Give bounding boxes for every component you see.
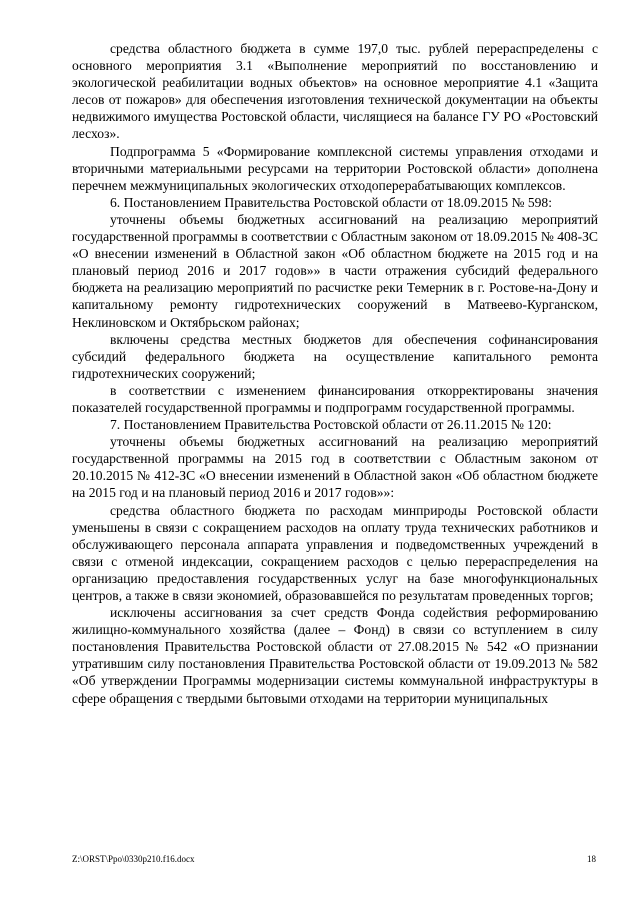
paragraph-8: уточнены объемы бюджетных ассигнований на реализацию мероприятий государственной программы на 2015 год в соответствии с Областным законом от 20.10.2015 № 412-ЗС «О внесении изменений в Областной закон «Об областном бюджете на 2015 год и на плановый период 2016 и 2017 годов»»: [72,434,598,501]
footer-page-number: 18 [587,854,596,864]
paragraph-4: уточнены объемы бюджетных ассигнований на реализацию мероприятий государственной программы в соответствии с Областным законом от 18.09.2015 № 408-ЗС «О внесении изменений в Областной закон «Об областном бюджете на 2015 год и на плановый период 2016 и 2017 годов»» в части отражения субсидий федерального бюджета на реализацию мероприятий по расчистке реки Темерник в г. Ростове-на-Дону и капитальному ремонту гидротехнических сооружений в Матвеево-Курганском, Неклиновском и Октябрьском районах; [72,211,598,330]
paragraph-9: средства областного бюджета по расходам минприроды Ростовской области уменьшены в связи с сокращением расходов на оплату труда технических работников и обслуживающего персонала аппарата управления и подведомственных учреждений в связи с отменой индексации, сокращением расходов с целью перераспределения на организацию предоставления государственных услуг на базе многофункциональных центров, а также в связи экономией, образовавшейся по результатам проведенных торгов; [72,502,598,603]
paragraph-2: Подпрограмма 5 «Формирование комплексной системы управления отходами и вторичными материальными ресурсами на территории Ростовской области» дополнена перечнем межмуниципальных экологических отходоперерабатывающих комплексов. [72,143,598,193]
paragraph-10: исключены ассигнования за счет средств Фонда содействия реформированию жилищно-коммунального хозяйства (далее – Фонд) в связи со вступлением в силу постановления Правительства Ростовской области от 27.08.2015 № 542 «О признании утратившим силу постановления Правительства Ростовской области от 19.09.2013 № 582 «Об утверждении Программы модернизации системы коммунальной инфраструктуры в сфере обращения с твердыми бытовыми отходами на территории муниципальных [72,605,598,706]
paragraph-3: 6. Постановлением Правительства Ростовской области от 18.09.2015 № 598: [110,194,552,210]
paragraph-5: включены средства местных бюджетов для обеспечения софинансирования субсидий федерального бюджета на осуществление капитального ремонта гидротехнических сооружений; [72,331,598,381]
footer-file-path: Z:\ORST\Ppo\0330p210.f16.docx [72,854,195,864]
paragraph-7: 7. Постановлением Правительства Ростовской области от 26.11.2015 № 120: [110,417,552,433]
paragraph-6: в соответствии с изменением финансирования откорректированы значения показателей государственной программы и подпрограмм государственной программы. [72,382,598,415]
document-body [72,40,598,707]
page-footer [72,854,596,865]
paragraph-1: средства областного бюджета в сумме 197,0 тыс. рублей перераспределены с основного мероприятия 3.1 «Выполнение мероприятий по восстановлению и экологической реабилитации водных объектов» на основное мероприятие 4.1 «Защита лесов от пожаров» для обеспечения изготовления технической документации на объекты недвижимого имущества Ростовской области, числящиеся на балансе ГУ РО «Ростовский лесхоз». [72,41,598,142]
